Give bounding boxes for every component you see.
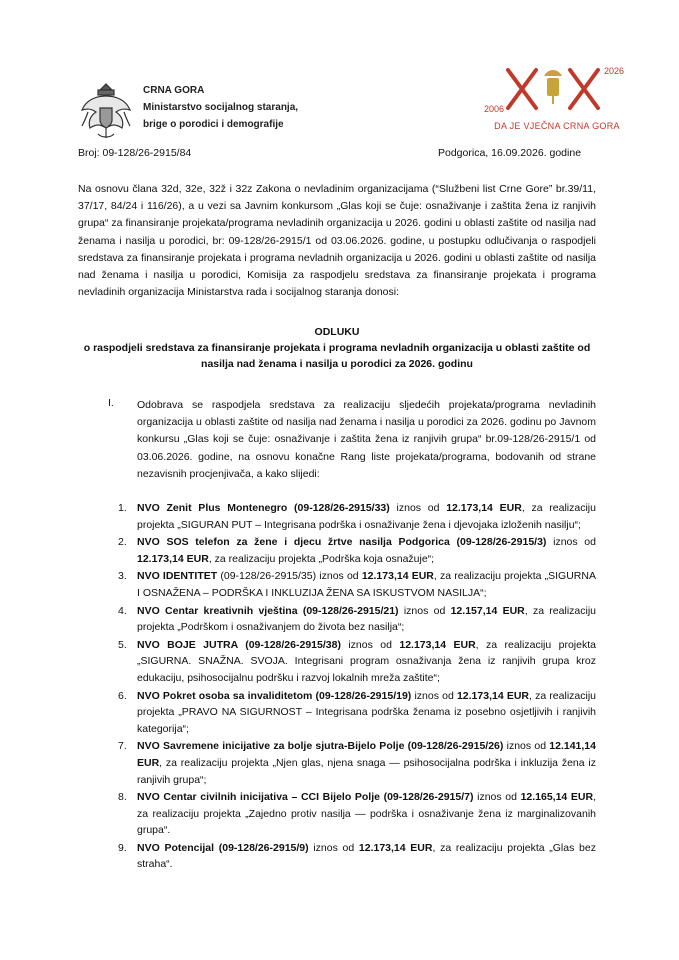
item-number: 3. (118, 570, 127, 583)
ministry-name-line1: Ministarstvo socijalnog staranja, (143, 102, 299, 113)
item-number: 8. (118, 791, 127, 804)
item-connector: iznos od (340, 638, 400, 651)
item-project: , za realizaciju projekta „Njen glas, njena snaga — psihosocijalna podrška i inkluzija žena iz ranjivih grupa“; (137, 756, 596, 786)
item-number: 2. (118, 536, 127, 549)
list-item (118, 500, 596, 533)
item-number: 1. (118, 502, 127, 514)
item-organization: NVO Savremene inicijative za bolje sjutra-Bijelo Polje (09-128/26-2915/26) (137, 740, 504, 753)
country-name: CRNA GORA (143, 85, 205, 96)
list-item (118, 534, 596, 567)
list-item (118, 738, 596, 788)
issuer-block (143, 82, 298, 133)
item-organization: NVO Potencijal (09-128/26-2915/9) (137, 841, 309, 854)
decision-title: ODLUKU (314, 326, 360, 338)
item-organization: NVO BOJE JUTRA (09-128/26-2915/38) (137, 638, 341, 651)
list-item (118, 603, 596, 636)
anniversary-year-end: 2026 (604, 66, 625, 76)
item-connector: iznos od (503, 740, 550, 753)
anniversary-year-start: 2006 (484, 104, 505, 114)
decision-subtitle: o raspodjeli sredstava za finansiranje projekata i programa nevladnih organizacija u oblasti zaštite od nasilja nad ženama i nasilja u porodici za 2026. godinu (83, 342, 591, 370)
item-organization: NVO Centar kreativnih vještina (09-128/26-2915/21) (137, 604, 399, 617)
item-project: , za realizaciju projekta „SIGURAN PUT – Integrisana podrška i osnaživanje žena i djevojaka izloženih nasilju“; (137, 502, 596, 531)
item-project: , za realizaciju projekta „SIGURNA. SNAŽNA. SVOJA. Integrisani program osnaživanja žena iz ranjivih grupa kroz edukaciju, psihosocijalnu podršku i razvoj lokalnih mreža zaštite“; (137, 638, 596, 684)
section-number: I. (108, 397, 114, 409)
item-organization: NVO IDENTITET (137, 570, 218, 583)
item-amount: 12.173,14 EUR (361, 570, 434, 583)
intro-paragraph: Na osnovu člana 32d, 32e, 32ž i 32z Zakona o nevladinim organizacijama (“Službeni list Crne Gore” br.39/11, 37/17, 84/24 i 116/26), a u vezi sa Javnim konkursom „Glas koji se čuje: osnaživanje i zaštita žena iz ranjivih grupa“ za finansiranje projekata/programa nevladinih organizacija u 2026. godini u oblasti zaštite od nasilja nad ženama i nasilja u porodici, br: 09-128/26-2915/1 od 03.06.2026. godine, u postupku odlučivanja o raspodjeli sredstava za finansiranje projekata i programa nevladnih organizacija u 2026. godini u oblasti zaštite od nasilja nad ženama i nasilja u porodici, Komisija za raspodjelu sredstava za finansiranje projekata i programa nevladinih organizacija Ministarstva rada i socijalnog staranja donosi: (78, 183, 596, 299)
item-amount: 12.173,14 EUR (358, 841, 433, 854)
item-amount: 12.173,14 EUR (137, 552, 209, 565)
list-item (118, 688, 596, 738)
list-item (118, 637, 596, 687)
list-item (118, 840, 596, 873)
item-organization: NVO Centar civilnih inicijativa – CCI Bijelo Polje (09-128/26-2915/7) (137, 791, 474, 804)
item-connector: iznos od (389, 502, 447, 514)
item-amount: 12.157,14 EUR (450, 604, 525, 617)
anniversary-caption: DA JE VJEČNA CRNA GORA (494, 121, 620, 131)
item-connector: iznos od (546, 536, 596, 549)
list-item (118, 789, 596, 839)
item-project: , za realizaciju projekta „Glas bez straha“. (137, 841, 596, 871)
item-number: 4. (118, 604, 127, 617)
item-number: 5. (118, 638, 127, 651)
item-organization: NVO SOS telefon za žene i djecu žrtve nasilja Podgorica (09-128/26-2915/3) (137, 536, 547, 549)
item-amount: 12.173,14 EUR (456, 689, 529, 702)
item-connector: iznos od (411, 689, 457, 702)
ministry-name-line2: brige o porodici i demografije (143, 119, 284, 130)
item-project: , za realizaciju projekta „Podrška koja osnažuje“; (208, 552, 435, 565)
item-connector: (09-128/26-2915/35) iznos od (217, 570, 362, 583)
reference-number: Broj: 09-128/26-2915/84 (78, 147, 192, 159)
item-connector: iznos od (473, 791, 521, 804)
item-project: , za realizaciju projekta „Podrškom i osnaživanjem do života bez nasilja“; (137, 604, 596, 634)
item-amount: 12.173,14 EUR (446, 502, 522, 514)
item-organization: NVO Pokret osoba sa invaliditetom (09-128/26-2915/19) (137, 689, 412, 702)
item-amount: 12.141,14 EUR (137, 740, 596, 769)
item-organization: NVO Zenit Plus Montenegro (09-128/26-2915/33) (137, 502, 390, 514)
list-item (118, 568, 596, 601)
item-connector: iznos od (398, 604, 451, 617)
coat-of-arms-icon (78, 82, 134, 142)
decision-heading (78, 324, 596, 372)
item-number: 7. (118, 740, 127, 753)
allocation-list (118, 500, 596, 874)
item-connector: iznos od (308, 841, 359, 854)
item-number: 9. (118, 841, 127, 854)
place-and-date: Podgorica, 16.09.2026. godine (438, 147, 582, 159)
item-amount: 12.165,14 EUR (520, 791, 594, 804)
item-number: 6. (118, 689, 127, 702)
item-project: , za realizaciju projekta „PRAVO NA SIGURNOST – Integrisana podrška ženama iz posebno osjetljivih i ranjivih kategorija“; (137, 689, 596, 735)
section-text: Odobrava se raspodjela sredstava za realizaciju sljedećih projekata/programa nevladinih organizacija u oblasti zaštite od nasilja nad ženama i nasilja u porodici za 2026. godinu po Javnom konkursu „Glas koji se čuje: osnaživanje i zaštita žena iz ranjivih grupa“ br.09-128/26-2915/1 od 03.06.2026. godine, na osnovu konačne Rang liste projekata/programa, bodovanih od strane nezavisnih procjenjivača, a kako slijedi: (137, 399, 596, 480)
item-amount: 12.173,14 EUR (399, 638, 476, 651)
item-project: , za realizaciju projekta „SIGURNA I OSNAŽENA – PODRŠKA I INKLUZIJA ŽENA SA ISKUSTVOM NASILJA“; (137, 570, 596, 599)
item-project: , za realizaciju projekta „Zajedno protiv nasilja — podrška i osnaživanje žena iz marginalizovanih grupa“. (137, 791, 596, 837)
